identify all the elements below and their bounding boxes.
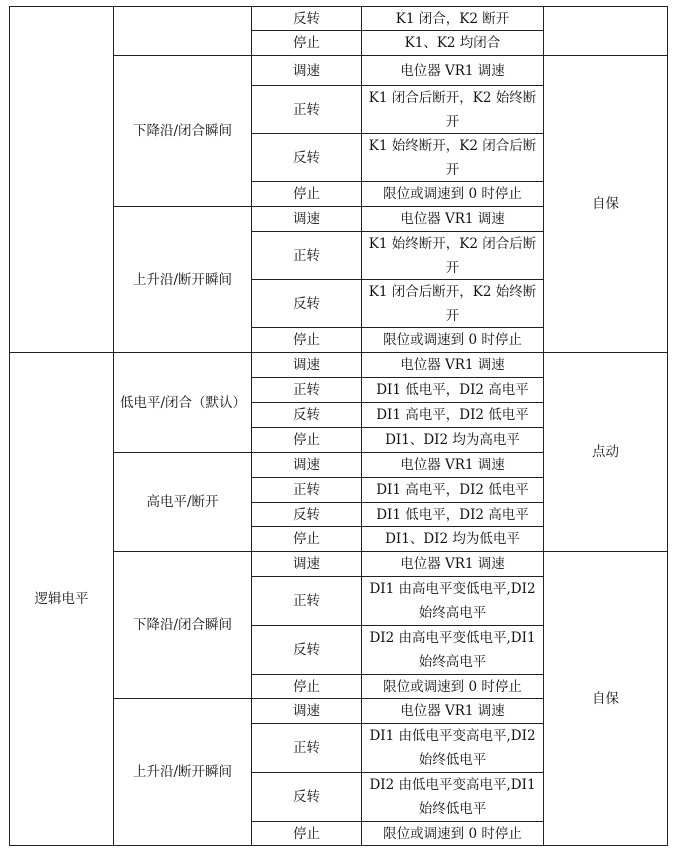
action-cell: [252, 577, 362, 626]
mode-label: 自保: [592, 690, 619, 707]
condition-cell: [362, 31, 544, 56]
action-cell: [252, 552, 362, 577]
condition-cell: [362, 182, 544, 207]
condition-label: 限位或调速到 0 时停止: [383, 186, 522, 202]
action-cell: [252, 353, 362, 378]
action-cell: [252, 773, 362, 822]
mode-cell: [544, 552, 668, 846]
mode-label: 自保: [592, 196, 619, 212]
trigger-cell: [114, 552, 252, 699]
action-cell: [252, 699, 362, 724]
condition-cell: [362, 527, 544, 552]
condition-cell: [362, 503, 544, 527]
trigger-label: 下降沿/闭合瞬间: [132, 617, 233, 633]
action-label: 停止: [293, 678, 320, 695]
trigger-label: 上升沿/断开瞬间: [132, 271, 233, 288]
trigger-label: 上升沿/断开瞬间: [132, 764, 233, 780]
category-label: 逻辑电平: [34, 591, 89, 607]
trigger-label: 下降沿/闭合瞬间: [132, 123, 233, 139]
action-cell: [252, 31, 362, 56]
condition-label: 限位或调速到 0 时停止: [383, 678, 522, 695]
action-cell: [252, 134, 362, 182]
condition-cell: [362, 280, 544, 328]
action-cell: [252, 378, 362, 403]
action-cell: [252, 328, 362, 353]
action-label: 反转: [293, 506, 320, 523]
condition-label: K1 闭合后断开，K2 始终断开: [368, 283, 537, 324]
action-cell: [252, 503, 362, 527]
action-label: 正转: [293, 101, 320, 118]
action-cell: [252, 626, 362, 675]
action-label: 调速: [293, 357, 320, 373]
condition-label: 电位器 VR1 调速: [400, 211, 505, 227]
condition-label: DI2 由低电平变高电平,DI1 始终低电平: [369, 777, 536, 817]
trigger-cell: [114, 353, 252, 453]
condition-cell: [362, 699, 544, 724]
action-label: 反转: [293, 295, 320, 312]
condition-label: K1 闭合，K2 断开: [395, 10, 510, 27]
action-label: 反转: [293, 407, 320, 423]
action-cell: [252, 428, 362, 453]
condition-cell: [362, 626, 544, 675]
condition-cell: [362, 577, 544, 626]
condition-cell: [362, 478, 544, 503]
trigger-label: 低电平/闭合（默认）: [120, 394, 247, 411]
trigger-label: 高电平/断开: [146, 494, 219, 510]
condition-cell: [362, 403, 544, 428]
condition-label: 电位器 VR1 调速: [400, 703, 505, 719]
condition-label: K1 始终断开，K2 闭合后断开: [368, 235, 537, 276]
action-label: 反转: [293, 10, 320, 27]
mode-label: 点动: [592, 444, 619, 460]
condition-label: DI2 由高电平变低电平,DI1 始终高电平: [369, 630, 536, 670]
action-label: 正转: [293, 482, 320, 498]
action-label: 调速: [293, 211, 320, 227]
action-cell: [252, 232, 362, 280]
condition-label: 限位或调速到 0 时停止: [383, 332, 522, 348]
condition-label: K1、K2 均闭合: [404, 35, 501, 51]
condition-cell: [362, 353, 544, 378]
mode-cell-top-blank: [544, 6, 668, 56]
action-cell: [252, 675, 362, 699]
action-cell: [252, 6, 362, 31]
condition-cell: [362, 6, 544, 31]
condition-label: 限位或调速到 0 时停止: [383, 825, 522, 842]
action-cell: [252, 822, 362, 846]
condition-cell: [362, 675, 544, 699]
condition-label: 电位器 VR1 调速: [400, 457, 505, 473]
action-cell: [252, 207, 362, 232]
action-label: 调速: [293, 556, 320, 572]
action-label: 调速: [293, 703, 320, 719]
action-cell: [252, 453, 362, 478]
action-label: 停止: [293, 332, 320, 348]
action-cell: [252, 56, 362, 86]
action-label: 正转: [293, 247, 320, 264]
condition-cell: [362, 232, 544, 280]
condition-cell: [362, 134, 544, 182]
trigger-cell: [114, 56, 252, 207]
category-cell-top: [9, 6, 114, 353]
condition-label: DI1 低电平，DI2 高电平: [376, 382, 529, 398]
condition-cell: [362, 56, 544, 86]
action-cell: [252, 280, 362, 328]
action-cell: [252, 478, 362, 503]
condition-cell: [362, 773, 544, 822]
action-label: 反转: [293, 789, 320, 805]
condition-label: 电位器 VR1 调速: [400, 556, 505, 572]
action-cell: [252, 724, 362, 773]
condition-label: DI1 由低电平变高电平,DI2 始终低电平: [369, 728, 536, 768]
condition-cell: [362, 86, 544, 134]
trigger-cell-top-blank: [114, 6, 252, 56]
action-label: 停止: [293, 825, 320, 842]
trigger-cell: [114, 207, 252, 353]
action-label: 调速: [293, 457, 320, 473]
action-label: 正转: [293, 593, 320, 609]
action-label: 正转: [293, 382, 320, 398]
condition-label: 电位器 VR1 调速: [400, 62, 505, 79]
action-cell: [252, 182, 362, 207]
condition-cell: [362, 552, 544, 577]
condition-cell: [362, 378, 544, 403]
condition-label: K1 始终断开，K2 闭合后断开: [368, 137, 537, 178]
condition-label: DI1 由高电平变低电平,DI2 始终高电平: [369, 581, 536, 621]
action-label: 反转: [293, 642, 320, 658]
action-label: 停止: [293, 531, 320, 547]
category-cell-logic: [9, 353, 114, 846]
condition-label: DI1 低电平，DI2 高电平: [376, 506, 529, 523]
condition-cell: [362, 724, 544, 773]
condition-cell: [362, 328, 544, 353]
action-label: 正转: [293, 740, 320, 756]
action-cell: [252, 403, 362, 428]
condition-label: DI1 高电平，DI2 低电平: [376, 407, 529, 423]
condition-label: DI1 高电平，DI2 低电平: [376, 482, 529, 498]
mode-cell: [544, 56, 668, 353]
condition-cell: [362, 453, 544, 478]
mode-cell: [544, 353, 668, 552]
condition-label: DI1、DI2 均为高电平: [385, 432, 520, 448]
condition-label: DI1、DI2 均为低电平: [385, 531, 520, 547]
trigger-cell: [114, 699, 252, 846]
action-label: 调速: [293, 62, 320, 79]
condition-cell: [362, 822, 544, 846]
condition-cell: [362, 207, 544, 232]
condition-label: 电位器 VR1 调速: [400, 357, 505, 373]
action-cell: [252, 86, 362, 134]
action-label: 反转: [293, 149, 320, 166]
action-label: 停止: [293, 186, 320, 202]
action-label: 停止: [293, 35, 320, 51]
condition-cell: [362, 428, 544, 453]
trigger-cell: [114, 453, 252, 552]
action-label: 停止: [293, 432, 320, 448]
condition-label: K1 闭合后断开，K2 始终断开: [368, 89, 537, 130]
action-cell: [252, 527, 362, 552]
